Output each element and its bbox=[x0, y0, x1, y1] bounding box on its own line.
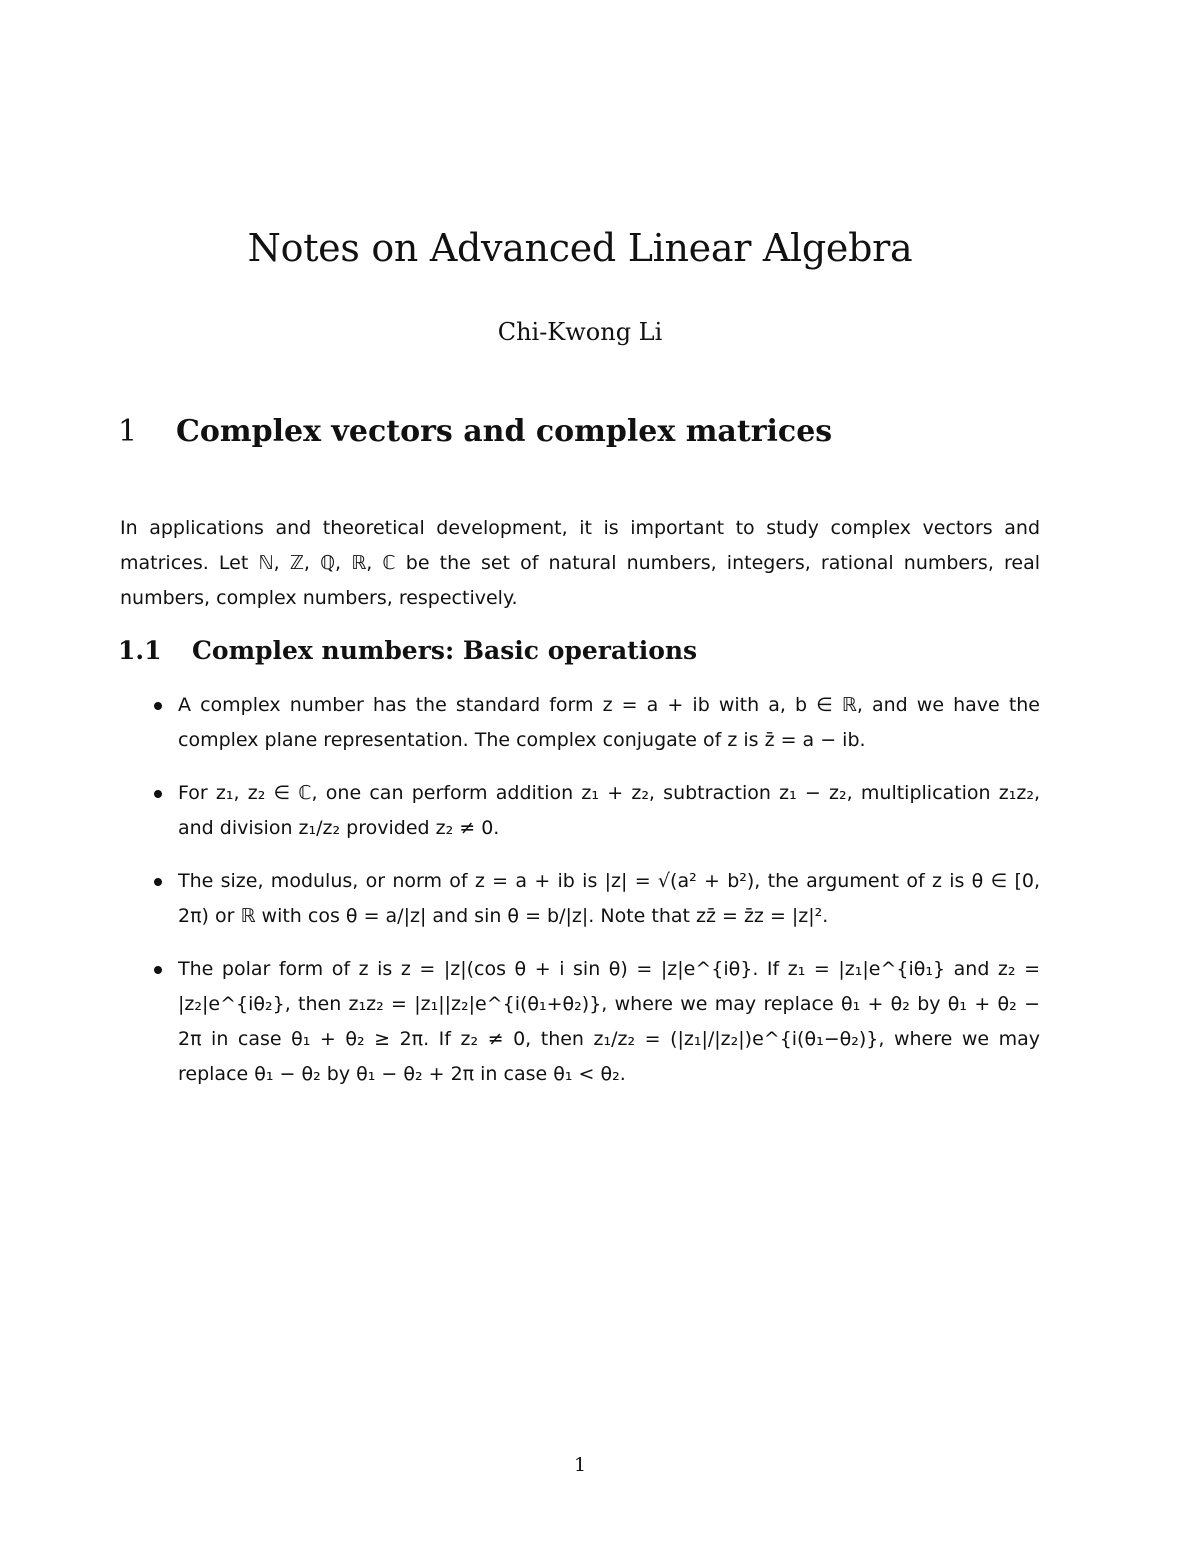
list-item-text: A complex number has the standard form z = a + ib with a, b ∈ ℝ, and we have the complex plane representation. The complex conjugate of z is z̄ = a − ib. bbox=[178, 694, 1040, 751]
section-number: 1 bbox=[118, 414, 138, 449]
bullet-icon bbox=[154, 966, 162, 974]
section-heading bbox=[118, 414, 832, 449]
subsection-heading bbox=[118, 636, 697, 665]
list-item-text: For z₁, z₂ ∈ ℂ, one can perform addition z₁ + z₂, subtraction z₁ − z₂, multiplication z₁z₂, and division z₁/z₂ provided z₂ ≠ 0. bbox=[178, 782, 1040, 839]
list-item bbox=[150, 864, 1040, 934]
subsection-title: Complex numbers: Basic operations bbox=[192, 636, 698, 665]
bullet-icon bbox=[154, 878, 162, 886]
bullet-list bbox=[150, 688, 1040, 1110]
bullet-icon bbox=[154, 790, 162, 798]
section-title: Complex vectors and complex matrices bbox=[176, 414, 833, 449]
document-author: Chi-Kwong Li bbox=[497, 318, 663, 346]
section-intro-paragraph: In applications and theoretical development, it is important to study complex vectors and matrices. Let ℕ, ℤ, ℚ, ℝ, ℂ be the set of natural numbers, integers, rational numbers, real numbers, complex numbers, respectively. bbox=[120, 517, 1040, 609]
list-item-text: The size, modulus, or norm of z = a + ib is |z| = √(a² + b²), the argument of z is θ ∈ [0, 2π) or ℝ with cos θ = a/|z| and sin θ = b/|z|. Note that zz̄ = z̄z = |z|². bbox=[178, 870, 1040, 927]
bullet-icon bbox=[154, 702, 162, 710]
list-item bbox=[150, 952, 1040, 1092]
subsection-number: 1.1 bbox=[118, 636, 162, 665]
page-number: 1 bbox=[573, 1454, 587, 1476]
list-item-text: The polar form of z is z = |z|(cos θ + i sin θ) = |z|e^{iθ}. If z₁ = |z₁|e^{iθ₁} and z₂ = |z₂|e^{iθ₂}, then z₁z₂ = |z₁||z₂|e^{i(θ₁+θ₂)}, where we may replace θ₁ + θ₂ by θ₁ + θ₂ − 2π in case θ₁ + θ₂ ≥ 2π. If z₂ ≠ 0, then z₁/z₂ = (|z₁|/|z₂|)e^{i(θ₁−θ₂)}, where we may replace θ₁ − θ₂ by θ₁ − θ₂ + 2π in case θ₁ < θ₂. bbox=[178, 958, 1040, 1085]
list-item bbox=[150, 688, 1040, 758]
document-title: Notes on Advanced Linear Algebra bbox=[247, 226, 913, 270]
list-item bbox=[150, 776, 1040, 846]
